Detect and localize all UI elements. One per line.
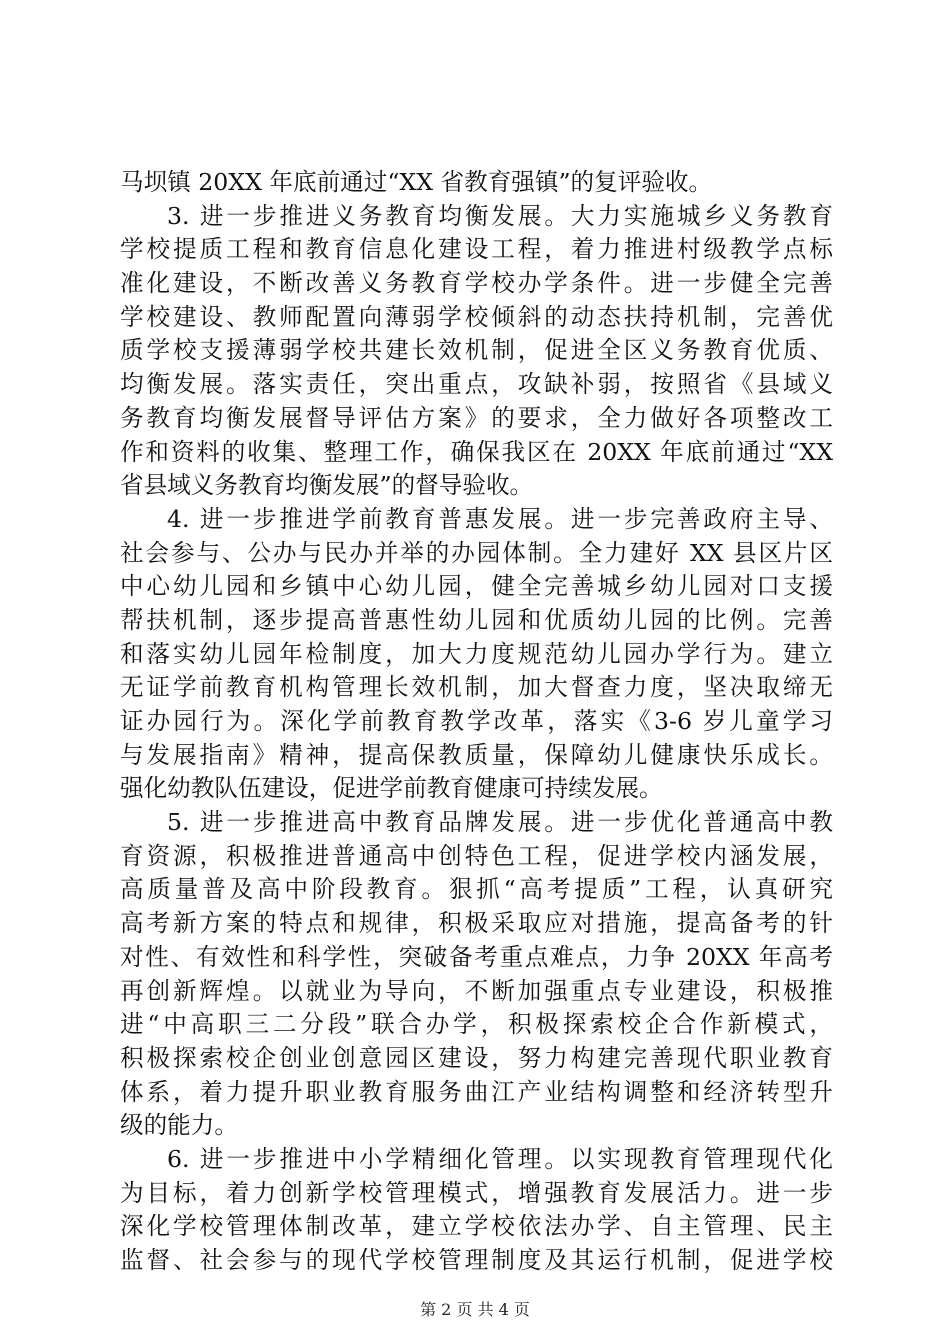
text-line: 与发展指南》精神，提高保教质量，保障幼儿健康快乐成长。 — [120, 740, 833, 769]
text-line: 高质量普及高中阶段教育。狠抓“高考提质”工程，认真研究 — [120, 875, 833, 904]
text-line: 育资源，积极推进普通高中创特色工程，促进学校内涵发展， — [120, 841, 833, 870]
text-line: 务教育均衡发展督导评估方案》的要求，全力做好各项整改工 — [120, 403, 833, 432]
text-line: 强化幼教队伍建设，促进学前教育健康可持续发展。 — [120, 774, 663, 803]
text-line: 社会参与、公办与民办并举的办园体制。全力建好 XX 县区片区 — [120, 538, 833, 567]
text-line: 对性、有效性和科学性，突破备考重点难点，力争 20XX 年高考 — [120, 942, 833, 971]
text-line: 级的能力。 — [120, 1111, 238, 1140]
paragraph-heading-line: 6. 进一步推进中小学精细化管理。以实现教育管理现代化 — [167, 1144, 833, 1173]
text-line: 监督、社会参与的现代学校管理制度及其运行机制，促进学校 — [120, 1246, 833, 1274]
text-line: 证办园行为。深化学前教育教学改革，落实《3-6 岁儿童学习 — [120, 707, 833, 735]
text-line: 质学校支援薄弱学校共建长效机制，促进全区义务教育优质、 — [120, 336, 833, 365]
text-line: 无证学前教育机构管理长效机制，加大督查力度，坚决取缔无 — [120, 673, 833, 702]
paragraph-heading-line: 5. 进一步推进高中教育品牌发展。进一步优化普通高中教 — [167, 808, 833, 837]
text-line: 高考新方案的特点和规律，积极采取应对措施，提高备考的针 — [120, 909, 833, 938]
text-line: 作和资料的收集、整理工作，确保我区在 20XX 年底前通过“XX — [120, 437, 833, 466]
paragraph-heading-line: 3. 进一步推进义务教育均衡发展。大力实施城乡义务教育 — [167, 201, 833, 230]
text-line: 和落实幼儿园年检制度，加大力度规范幼儿园办学行为。建立 — [120, 639, 833, 668]
document-body — [120, 166, 833, 1278]
text-line: 学校建设、教师配置向薄弱学校倾斜的动态扶持机制，完善优 — [120, 302, 833, 331]
paragraph-heading-line: 4. 进一步推进学前教育普惠发展。进一步完善政府主导、 — [167, 504, 833, 533]
text-line: 帮扶机制，逐步提高普惠性幼儿园和优质幼儿园的比例。完善 — [120, 605, 833, 634]
text-line: 积极探索校企创业创意园区建设，努力构建完善现代职业教育 — [120, 1043, 833, 1072]
text-line: 准化建设，不断改善义务教育学校办学条件。进一步健全完善 — [120, 269, 833, 298]
text-line: 中心幼儿园和乡镇中心幼儿园，健全完善城乡幼儿园对口支援 — [120, 572, 833, 601]
text-line: 进“中高职三二分段”联合办学，积极探索校企合作新模式， — [120, 1010, 833, 1039]
text-line: 深化学校管理体制改革，建立学校依法办学、自主管理、民主 — [120, 1212, 833, 1241]
text-line: 省县域义务教育均衡发展”的督导验收。 — [120, 471, 534, 500]
text-line: 再创新辉煌。以就业为导向，不断加强重点专业建设，积极推 — [120, 976, 833, 1005]
text-line: 均衡发展。落实责任，突出重点，攻缺补弱，按照省《县域义 — [120, 370, 833, 399]
text-line: 学校提质工程和教育信息化建设工程，着力推进村级教学点标 — [120, 235, 833, 264]
page-number-footer: 第 2 页 共 4 页 — [420, 1300, 530, 1319]
text-line: 为目标，着力创新学校管理模式，增强教育发展活力。进一步 — [120, 1178, 833, 1207]
text-line: 体系，着力提升职业教育服务曲江产业结构调整和经济转型升 — [120, 1077, 833, 1106]
text-line: 马坝镇 20XX 年底前通过“XX 省教育强镇”的复评验收。 — [120, 168, 713, 196]
